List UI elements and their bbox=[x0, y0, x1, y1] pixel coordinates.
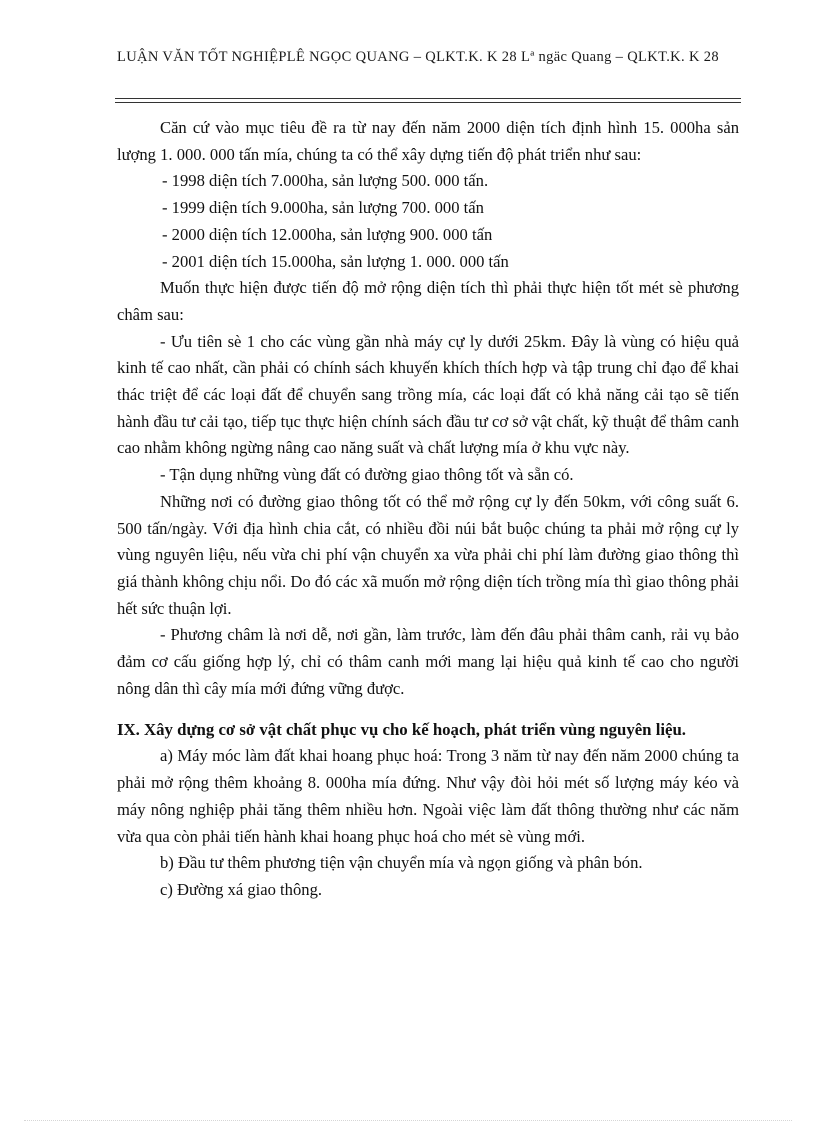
header-rule-top bbox=[115, 98, 741, 99]
plan-item-2001: - 2001 diện tích 15.000ha, sản lượng 1. 000. 000 tấn bbox=[162, 251, 509, 271]
transport-paragraph: Những nơi có đường giao thông tốt có thể mở rộng cự ly đến 50km, với công suất 6. 500 tấn/ngày. Với địa hình chia cắt, có nhiều đồi núi bắt buộc chúng ta phải mở rộng cự ly vùng nguyên liệu, nếu vừa chi phí vận chuyển xa vừa phải chi phí làm đường giao thông thì giá thành không chịu nổi. Do đó các xã muốn mở rộng diện tích trồng mía thì giao thông phải hết sức thuận lợi. bbox=[117, 491, 739, 618]
item-b-paragraph: b) Đầu tư thêm phương tiện vận chuyển mía và ngọn giống và phân bón. bbox=[160, 853, 643, 873]
plan-item-1999: - 1999 diện tích 9.000ha, sản lượng 700. 000 tấn bbox=[162, 198, 484, 218]
intro-paragraph: Căn cứ vào mục tiêu đề ra từ nay đến năm 2000 diện tích định hình 15. 000ha sản lượng 1. 000. 000 tấn mía, chúng ta có thể xây dựng tiến độ phát triển như sau: bbox=[117, 118, 739, 164]
section-heading-ix: IX. Xây dựng cơ sở vật chất phục vụ cho kế hoạch, phát triển vùng nguyên liệu. bbox=[117, 720, 687, 740]
motto-paragraph: - Phương châm là nơi dễ, nơi gần, làm trước, làm đến đâu phải thâm canh, rải vụ bảo đảm cơ cấu giống hợp lý, chỉ có thâm canh mới mang lại hiệu quả kinh tế cao cho người nông dân thì cây mía mới đứng vững được. bbox=[117, 625, 739, 698]
item-c-paragraph: c) Đường xá giao thông. bbox=[160, 879, 323, 899]
item-a-paragraph: a) Máy móc làm đất khai hoang phục hoá: Trong 3 năm từ nay đến năm 2000 chúng ta phải mở rộng thêm khoảng 8. 000ha mía đứng. Như vậy đòi hỏi mét số lượng máy kéo và máy nông nghiệp phải tăng thêm nhiều hơn. Ngoài việc làm đất thông thường như các năm vừa qua còn phải tiến hành khai hoang phục hoá cho mét sè vùng mới. bbox=[117, 746, 739, 846]
header-rule-bottom bbox=[115, 102, 741, 103]
principles-intro: Muốn thực hiện được tiến độ mở rộng diện tích thì phải thực hiện tốt mét sè phương châm sau: bbox=[117, 278, 739, 324]
document-body bbox=[117, 115, 739, 904]
page-bottom-border bbox=[24, 1120, 792, 1121]
priority-paragraph: - Ưu tiên sè 1 cho các vùng gần nhà máy cự ly dưới 25km. Đây là vùng có hiệu quả kinh tế cao nhất, cần phải có chính sách khuyến khích thích hợp và tập trung chỉ đạo để khai thác triệt để các loại đất để chuyển sang trồng mía, các loại đất có khả năng cải tạo sẽ tiến hành đầu tư cải tạo, tiếp tục thực hiện chính sách đầu tư cơ sở vật chất, kỹ thuật để thâm canh cao nhằm không ngừng nâng cao năng suất và chất lượng mía ở khu vực này. bbox=[117, 331, 739, 458]
transport-bullet: - Tận dụng những vùng đất có đường giao thông tốt và sẵn có. bbox=[160, 465, 574, 485]
running-header: LUẬN VĂN TỐT NGHIỆPLÊ NGỌC QUANG – QLKT.K. K 28 Lª ngäc Quang – QLKT.K. K 28 bbox=[117, 49, 719, 65]
plan-item-2000: - 2000 diện tích 12.000ha, sản lượng 900. 000 tấn bbox=[162, 224, 493, 244]
plan-item-1998: - 1998 diện tích 7.000ha, sản lượng 500. 000 tấn. bbox=[162, 171, 489, 191]
